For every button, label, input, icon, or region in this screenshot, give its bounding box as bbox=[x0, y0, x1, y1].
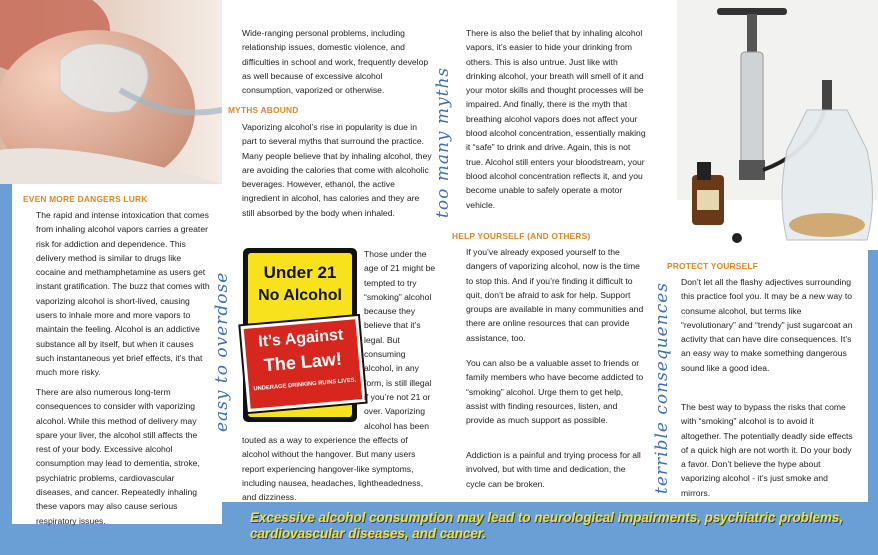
script-terrible-consequences: terrible consequences bbox=[652, 281, 672, 494]
col3-paragraph-3: You can also be a valuable asset to friends or family members who have become addicted to “smoking” alcohol. Urge them to get help, assist with finding resources, listen, and provide as much support as possible. bbox=[466, 358, 644, 426]
col3-paragraph-4: Addiction is a painful and trying process for all involved, but with time and dedication, the cycle can be broken. bbox=[466, 450, 641, 489]
col4-paragraph-2: The best way to bypass the risks that come with “smoking” alcohol is to avoid it altogether. The potentially deadly side effects of a quick high are not worth it. Do your body a favor. Don’t believe the hype about vaporizing alcohol - it’s just smoke and mirrors. bbox=[681, 402, 853, 498]
script-easy-to-overdose: easy to overdose bbox=[212, 271, 232, 432]
col1-paragraph-1: The rapid and intense intoxication that comes from inhaling alcohol vapors carries a greater risk for addiction and dependence. This delivery method is similar to drugs like cocaine and methamphetamine as users get instant gratification. The buzz that comes with vaporizing alcohol is short-lived, causing users to inhale more and more vapors to maintain the feeling. Alcohol is an addictive substance all by itself, but when it causes such instantaneous yet brief effects, it’s that much more risky. bbox=[36, 210, 210, 378]
col3-paragraph-1: There is also the belief that by inhaling alcohol vapors, it’s easier to hide your drinking from others. This is also untrue. Just like with drinking alcohol, your breath will smell of it and your motor skills and thought processes will be impaired. And finally, there is the myth that breathing alcohol vapors does not affect your blood alcohol concentration, essentially making it “safe” to drink and drive. Again, this is not true. Alcohol still enters your bloodstream, your blood alcohol concentration reflects it, and you become unable to safely operate a motor vehicle. bbox=[466, 28, 646, 210]
col4-paragraph-1: Don’t let all the flashy adjectives surrounding this practice fool you. It may be a new way to consume alcohol, but terms like “revolutionary” and “trendy” just sugarcoat an activity that can have dire consequences. It’s an easy way to make something dangerous sound like a good idea. bbox=[681, 277, 853, 373]
sign-under-21: Under 21 bbox=[263, 263, 337, 282]
col2-intro: Wide-ranging personal problems, including relationship issues, domestic violence, and difficulties in school and work, frequently develop as well because of excessive alcohol consumption, vaporized or otherwise. bbox=[242, 28, 429, 96]
script-too-many-myths: too many myths bbox=[433, 66, 453, 218]
col2-paragraph-2-rest: touted as a way to experience the effects of alcohol without the hangover. But many users report experiencing hangover-like symptoms, including nausea, headaches, lightheadedness, and dizziness. bbox=[242, 435, 424, 503]
col2-paragraph-2-side: Those under the age of 21 might be tempted to try “smoking” alcohol because they believe that it’s legal. But consuming alcohol, in any form, is still illegal if you’re not 21 or over. Vaporizing alcohol has been bbox=[364, 249, 436, 431]
col3-paragraph-2: If you’ve already exposed yourself to the dangers of vaporizing alcohol, now is the time to stop this. And if you’re finding it difficult to quit, don’t be afraid to ask for help. Support groups are available in many communities and there are online resources that can provide assistance, too. bbox=[466, 247, 644, 343]
oxygen-mask-photo bbox=[0, 0, 222, 184]
sign-underage-drinking: UNDERAGE DRINKING RUINS LIVES. bbox=[253, 377, 357, 393]
heading-even-more-dangers: EVEN MORE DANGERS LURK bbox=[23, 194, 148, 204]
under-21-sign bbox=[243, 248, 357, 422]
sign-the-law: The Law! bbox=[263, 348, 343, 376]
pump-bottles-photo bbox=[677, 0, 878, 250]
col1-paragraph-2: There are also numerous long-term consequences to consider with vaporizing alcohol. While this method of delivery may spare your liver, the alcohol still affects the rest of your body. Excessive alcohol consumption may lead to dementia, stroke, psychiatric problems, cardiovascular diseases, and cancer. Repeatedly inhaling these vapors may also cause serious respiratory issues. bbox=[36, 387, 200, 526]
sign-red-badge bbox=[240, 316, 365, 412]
heading-protect-yourself: PROTECT YOURSELF bbox=[667, 261, 758, 271]
heading-help-yourself: HELP YOURSELF (AND OTHERS) bbox=[452, 231, 591, 241]
sign-its-against: It’s Against bbox=[257, 326, 344, 351]
heading-myths-abound: MYTHS ABOUND bbox=[228, 105, 299, 115]
sign-no-alcohol: No Alcohol bbox=[258, 287, 342, 304]
bottom-banner: Excessive alcohol consumption may lead to neurological impairments, psychiatric problems, cardiovascular diseases, and cancer. bbox=[250, 510, 844, 541]
col2-paragraph-1: Vaporizing alcohol’s rise in popularity is due in part to several myths that surround the practice. Many people believe that by inhaling alcohol, they are avoiding the calories that come with alcoholic beverages. However, ethanol, the active ingredient in alcohol, has calories and they are still absorbed by the body when inhaled. bbox=[242, 122, 432, 218]
sign-yellow-panel bbox=[248, 253, 357, 417]
